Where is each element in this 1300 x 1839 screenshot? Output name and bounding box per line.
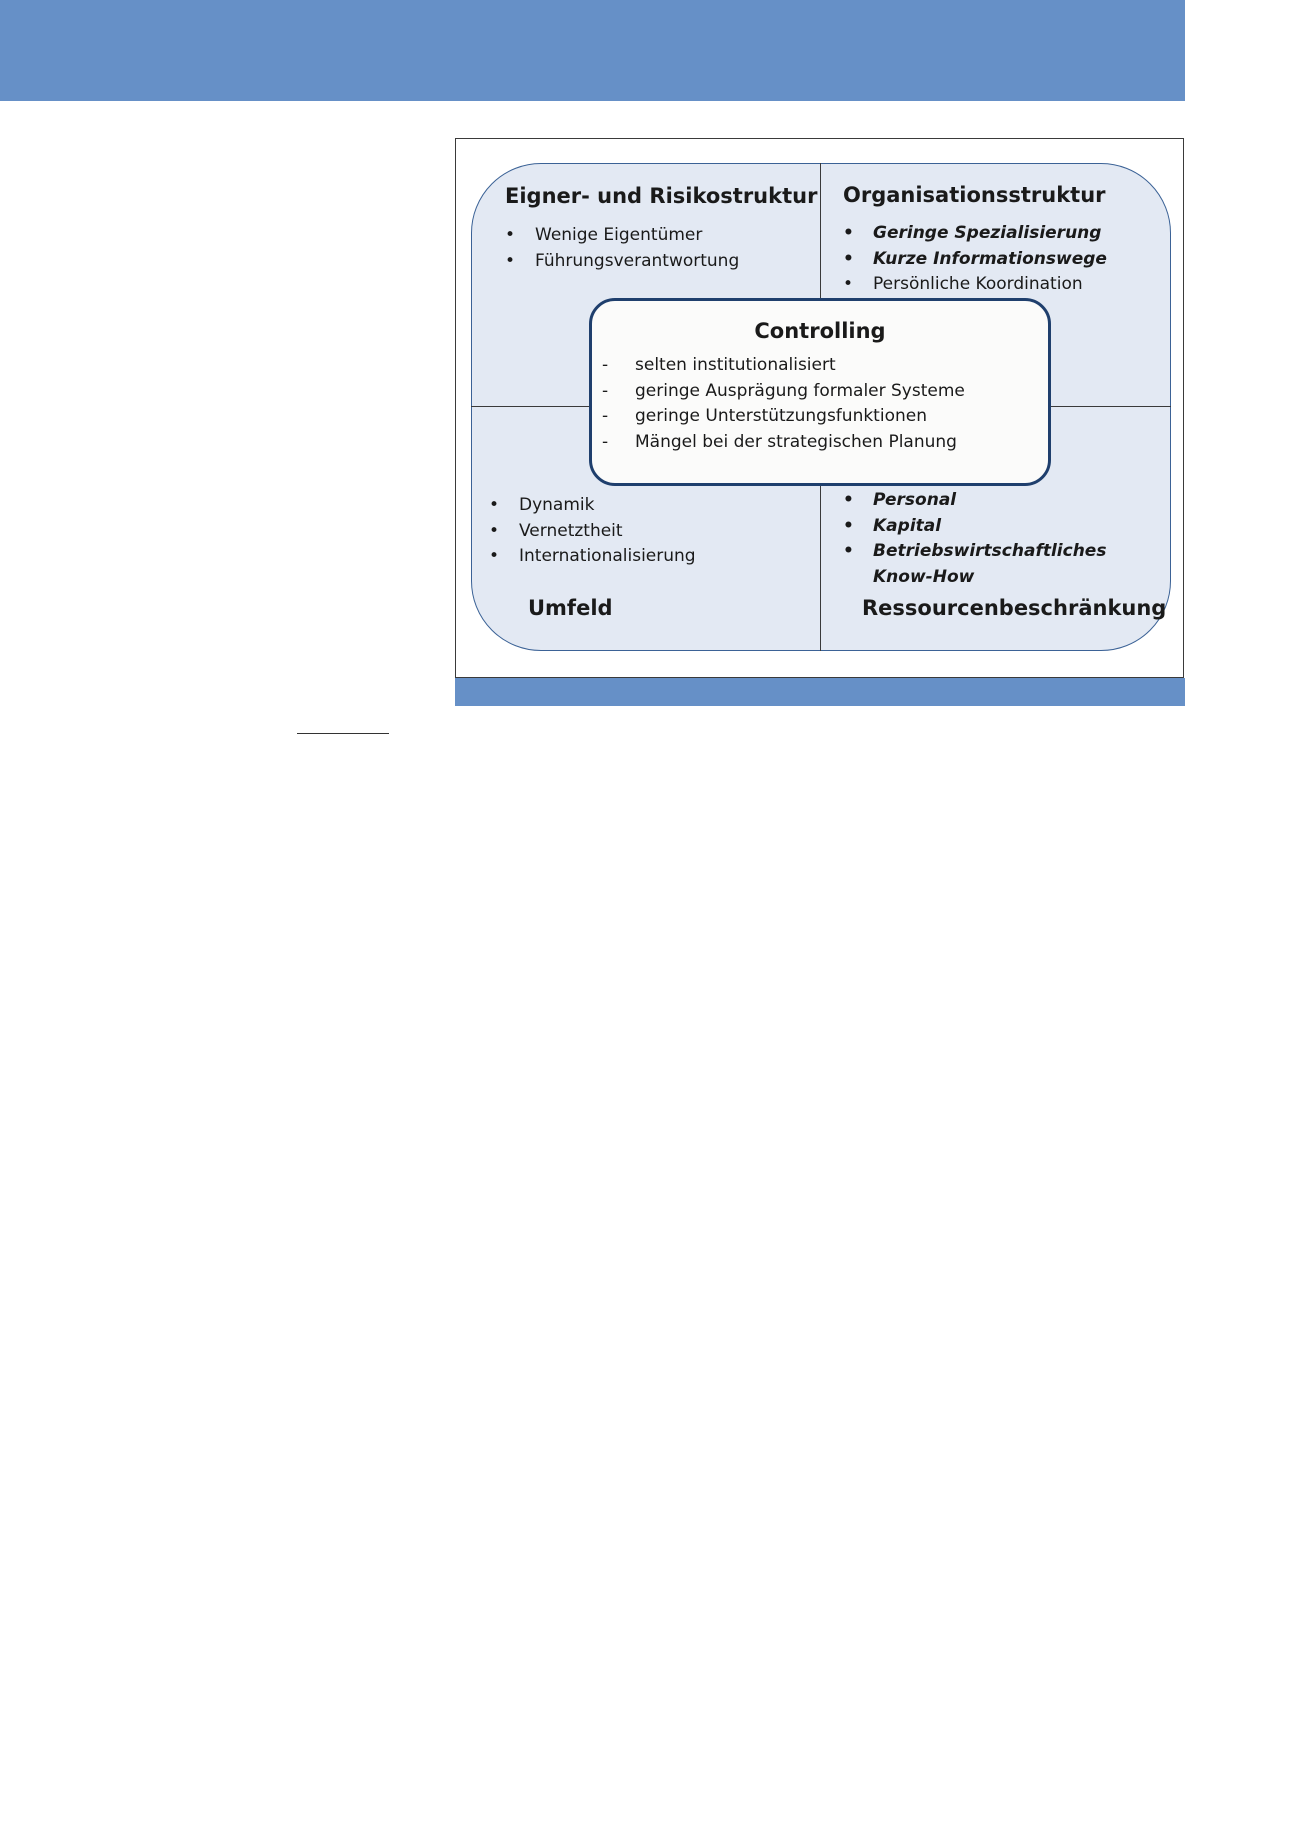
header-band	[0, 0, 1185, 101]
list-item: - geringe Unterstützungsfunktionen	[602, 404, 965, 430]
list-item: • Geringe Spezialisierung	[843, 221, 1107, 247]
list-item: • Dynamik	[489, 493, 696, 519]
quadrant-title-eigner-risikostruktur: Eigner- und Risikostruktur	[505, 184, 818, 208]
list-organisationsstruktur	[843, 221, 1107, 298]
list-item: • Betriebswirtschaftliches Know-How	[843, 539, 1108, 590]
quadrant-title-organisationsstruktur: Organisationsstruktur	[843, 183, 1106, 207]
list-umfeld	[489, 493, 696, 570]
quadrant-title-umfeld: Umfeld	[528, 596, 613, 620]
list-item: • Internationalisierung	[489, 544, 696, 570]
list-item: • Wenige Eigentümer	[505, 223, 739, 249]
list-eigner-risikostruktur	[505, 223, 739, 274]
controlling-list	[602, 353, 965, 455]
controlling-box	[589, 298, 1051, 486]
controlling-title: Controlling	[754, 319, 886, 343]
list-item: • Kurze Informationswege	[843, 247, 1107, 273]
quadrant-title-ressourcenbeschraenkung: Ressourcenbeschränkung	[862, 596, 1167, 620]
list-item: • Vernetztheit	[489, 519, 696, 545]
figure-caption-band	[455, 678, 1185, 706]
list-item: • Kapital	[843, 514, 1108, 540]
footnote-separator	[297, 733, 389, 734]
list-ressourcenbeschraenkung	[843, 488, 1108, 590]
list-item: • Führungsverantwortung	[505, 249, 739, 275]
list-item: - selten institutionalisiert	[602, 353, 965, 379]
list-item: - Mängel bei der strategischen Planung	[602, 430, 965, 456]
list-item: - geringe Ausprägung formaler Systeme	[602, 379, 965, 405]
list-item: • Personal	[843, 488, 1108, 514]
list-item: • Persönliche Koordination	[843, 272, 1107, 298]
